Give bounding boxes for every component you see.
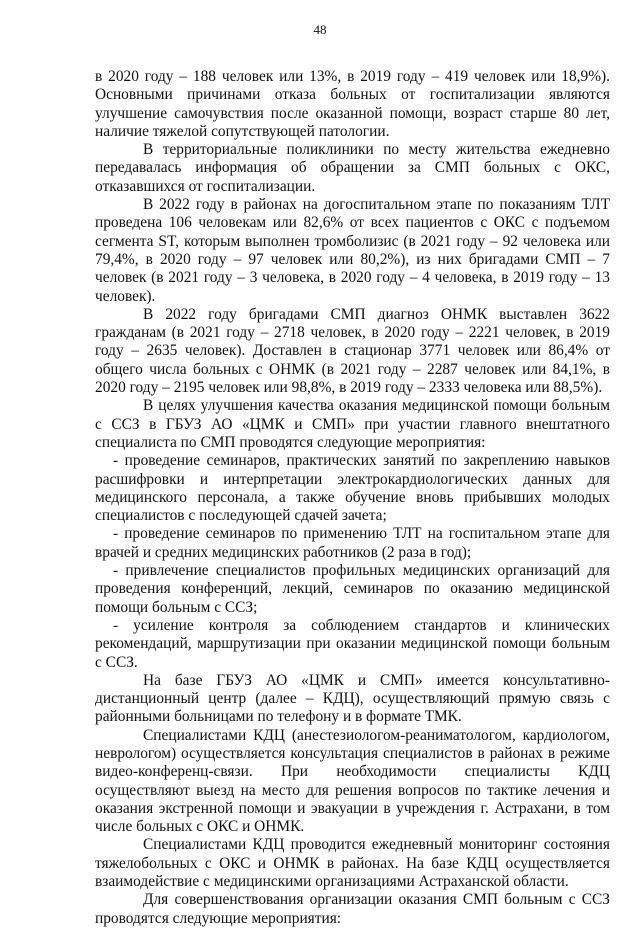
paragraph-onmk-2022: В 2022 году бригадами СМП диагноз ОНМК выставлен 3622 гражданам (в 2021 году – 2718 человек, в 2020 году – 2221 человек, в 2019 году – 2635 человек). Доставлен в стационар 3771 человек или 86,4% от общего числа больных с ОНМК (в 2021 году – 2287 человек или 84,1%, в 2020 году – 2195 человек или 98,8%, в 2019 году – 2333 человека или 88,5%). [95,305,610,397]
paragraph-tlt-2022: В 2022 году в районах на догоспитальном этапе по показаниям ТЛТ проведена 106 человекам или 82,6% от всех пациентов с ОКС с подъемом сегмента ST, которым выполнен тромболизис (в 2021 году – 92 человека или 79,4%, в 2020 году – 97 человек или 80,2%), из них бригадами СМП – 7 человек (в 2021 году – 3 человека, в 2020 году – 4 человека, в 2019 году – 13 человек). [95,196,610,305]
list-item-seminars-ecg: - проведение семинаров, практических занятий по закреплению навыков расшифровки и интерпретации электрокардиологических данных для медицинского персонала, а также обучение вновь прибывших молодых специалистов с последующей сдачей зачета; [95,452,610,525]
list-item-specialists: - привлечение специалистов профильных медицинских организаций для проведения конференций, лекций, семинаров по оказанию медицинской помощи больным с ССЗ; [95,562,610,616]
paragraph-kdc-center: На базе ГБУЗ АО «ЦМК и СМП» имеется консультативно-дистанционный центр (далее – КДЦ), осуществляющий прямую связь с районными больницами по телефону и в формате ТМК. [95,671,610,726]
page-number: 48 [313,22,327,37]
paragraph-measures-intro: В целях улучшения качества оказания медицинской помощи больным с ССЗ в ГБУЗ АО «ЦМК и СМП» при участии главного внештатного специалиста по СМП проводятся следующие мероприятия: [95,397,610,451]
paragraph-refusal-stats: в 2020 году – 188 человек или 13%, в 2019 году – 419 человек или 18,9%). Основными причинами отказа больных от госпитализации являются улучшение самочувствия после оказанной помощи, возраст старше 80 лет, наличие тяжелой сопутствующей патологии. [95,68,610,140]
document-body [95,68,610,928]
paragraph-improvement-intro: Для совершенствования организации оказания СМП больным с ССЗ проводятся следующие мероприятия: [95,891,610,927]
list-item-control: - усиление контроля за соблюдением стандартов и клинических рекомендаций, маршрутизации при оказании медицинской помощи больным с ССЗ. [95,616,610,671]
paragraph-polyclinic-info: В территориальные поликлиники по месту жительства ежедневно передавалась информация об обращении за СМП больных с ОКС, отказавшихся от госпитализации. [95,141,610,195]
list-item-seminars-tlt: - проведение семинаров по применению ТЛТ на госпитальном этапе для врачей и средних медицинских работников (2 раза в год); [95,525,610,561]
paragraph-kdc-consultation: Специалистами КДЦ (анестезиологом-реаниматологом, кардиологом, неврологом) осуществляется консультация специалистов в районах в режиме видео-конференц-связи. При необходимости специалисты КДЦ осуществляют выезд на место для решения вопросов по тактике лечения и оказания экстренной помощи и эвакуации в учреждения г. Астрахани, в том числе больных с ОКС и ОНМК. [95,726,610,836]
paragraph-kdc-monitoring: Специалистами КДЦ проводится ежедневный мониторинг состояния тяжелобольных с ОКС и ОНМК в районах. На базе КДЦ осуществляется взаимодействие с медицинскими организациями Астраханской области. [95,836,610,891]
